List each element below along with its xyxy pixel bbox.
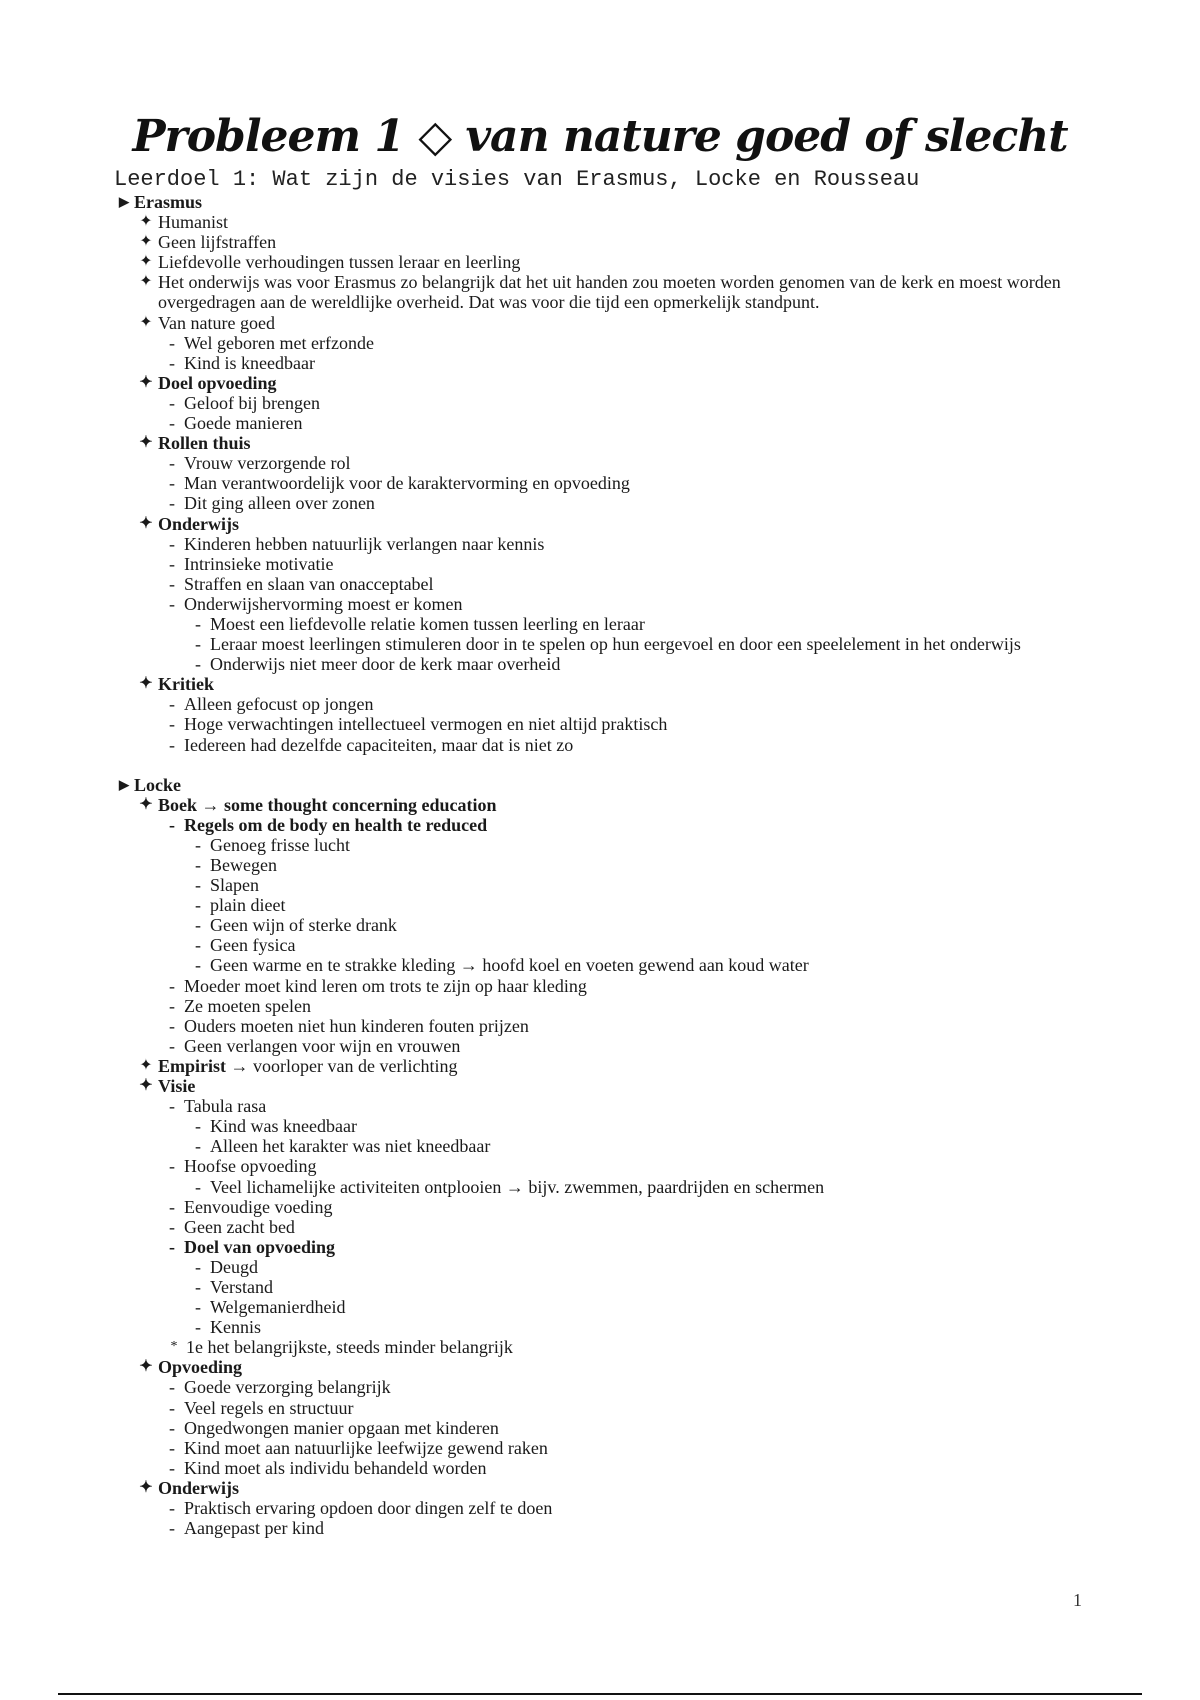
list-item: - Geen wijn of sterke drank xyxy=(114,915,1074,935)
list-item: - Genoeg frisse lucht xyxy=(114,835,1074,855)
list-item: - Geen fysica xyxy=(114,935,1074,955)
dash-bullet-icon: - xyxy=(169,392,175,413)
dash-bullet-icon: - xyxy=(169,1417,175,1438)
section-spacer xyxy=(114,755,1074,775)
triangle-bullet-icon: ▶ xyxy=(119,776,129,792)
list-item-heading: - Regels om de body en health te reduced xyxy=(114,815,1074,835)
dash-bullet-icon: - xyxy=(195,1276,201,1297)
dash-bullet-icon: - xyxy=(195,1176,201,1197)
list-item: ✦ Liefdevolle verhoudingen tussen leraar en leerling xyxy=(139,252,521,273)
list-item: - Dit ging alleen over zonen xyxy=(114,493,1074,513)
dash-bullet-icon: - xyxy=(169,493,175,514)
dash-bullet-icon: - xyxy=(195,613,201,634)
star-bullet-icon: ✦ xyxy=(139,253,153,271)
dash-bullet-icon: - xyxy=(169,473,175,494)
star-bullet-icon: ✦ xyxy=(139,373,153,391)
list-item: - plain dieet xyxy=(114,895,1074,915)
dash-bullet-icon: - xyxy=(169,1236,175,1257)
dash-bullet-icon: - xyxy=(169,1518,175,1539)
dash-bullet-icon: - xyxy=(195,834,201,855)
list-item: - Leraar moest leerlingen stimuleren door in te spelen op hun eergevoel en door een speelelement in het onderwijs xyxy=(114,634,1074,654)
dash-bullet-icon: - xyxy=(169,573,175,594)
list-item: - Alleen het karakter was niet kneedbaar xyxy=(114,1136,1074,1156)
section-heading-erasmus: ▶ Erasmus xyxy=(114,192,1074,212)
list-item: - Bewegen xyxy=(114,855,1074,875)
list-item: - Goede verzorging belangrijk xyxy=(114,1377,1074,1397)
dash-bullet-icon: - xyxy=(169,1035,175,1056)
page-number: 1 xyxy=(1073,1590,1082,1610)
dash-bullet-icon: - xyxy=(169,734,175,755)
dash-bullet-icon: - xyxy=(195,1116,201,1137)
list-item: - Alleen gefocust op jongen xyxy=(114,694,1074,714)
list-item-heading: ✦ Onderwijs xyxy=(139,513,239,534)
dash-bullet-icon: - xyxy=(169,1457,175,1478)
list-item: - Deugd xyxy=(114,1257,1074,1277)
list-item: - Geen warme en te strakke kleding → hoofd koel en voeten gewend aan koud water xyxy=(114,955,1074,975)
dash-bullet-icon: - xyxy=(169,1015,175,1036)
list-item: - Kind moet aan natuurlijke leefwijze gewend raken xyxy=(114,1438,1074,1458)
section-heading-locke: ▶ Locke xyxy=(114,775,1074,795)
list-item: - Hoofse opvoeding xyxy=(114,1156,1074,1176)
list-item: - Welgemanierdheid xyxy=(114,1297,1074,1317)
page-title: Probleem 1 ◇ van nature goed of slecht xyxy=(132,111,1068,162)
dash-bullet-icon: - xyxy=(195,1297,201,1318)
list-item: - Straffen en slaan van onacceptabel xyxy=(114,574,1074,594)
asterisk-bullet-icon: * xyxy=(170,1339,178,1355)
list-item: - Onderwijs niet meer door de kerk maar overheid xyxy=(114,654,1074,674)
dash-bullet-icon: - xyxy=(169,694,175,715)
list-item: - Slapen xyxy=(114,875,1074,895)
dash-bullet-icon: - xyxy=(195,895,201,916)
list-note: * 1e het belangrijkste, steeds minder belangrijk xyxy=(114,1337,1074,1357)
dash-bullet-icon: - xyxy=(195,1317,201,1338)
list-item: - Ouders moeten niet hun kinderen fouten prijzen xyxy=(114,1016,1074,1036)
list-item: - Kinderen hebben natuurlijk verlangen naar kennis xyxy=(114,534,1074,554)
dash-bullet-icon: - xyxy=(195,855,201,875)
list-item: ✦ Humanist xyxy=(139,212,228,233)
star-bullet-icon: ✦ xyxy=(139,514,153,532)
list-item-heading: ✦ Boek → some thought concerning education xyxy=(139,794,497,815)
dash-bullet-icon: - xyxy=(169,714,175,735)
list-item-heading: ✦ Visie xyxy=(139,1076,196,1097)
list-item: - Praktisch ervaring opdoen door dingen zelf te doen xyxy=(114,1498,1074,1518)
list-item: - Ze moeten spelen xyxy=(114,996,1074,1016)
list-item: - Geen zacht bed xyxy=(114,1217,1074,1237)
list-item: - Man verantwoordelijk voor de karaktervorming en opvoeding xyxy=(114,473,1074,493)
list-item-heading: ✦ Onderwijs xyxy=(139,1477,239,1498)
dash-bullet-icon: - xyxy=(195,955,201,976)
list-item: - Goede manieren xyxy=(114,413,1074,433)
list-item: - Geloof bij brengen xyxy=(114,393,1074,413)
list-item: - Kennis xyxy=(114,1317,1074,1337)
dash-bullet-icon: - xyxy=(195,1136,201,1157)
list-item: - Moeder moet kind leren om trots te zijn op haar kleding xyxy=(114,976,1074,996)
list-item: - Kind moet als individu behandeld worden xyxy=(114,1458,1074,1478)
dash-bullet-icon: - xyxy=(169,352,175,373)
list-item-heading: ✦ Opvoeding xyxy=(139,1357,243,1378)
dash-bullet-icon: - xyxy=(169,453,175,474)
list-item: - Intrinsieke motivatie xyxy=(114,554,1074,574)
star-bullet-icon: ✦ xyxy=(139,213,153,231)
dash-bullet-icon: - xyxy=(169,332,175,353)
star-bullet-icon: ✦ xyxy=(139,795,153,813)
dash-bullet-icon: - xyxy=(169,413,175,434)
list-item: - Ongedwongen manier opgaan met kinderen xyxy=(114,1418,1074,1438)
dash-bullet-icon: - xyxy=(195,935,201,956)
dash-bullet-icon: - xyxy=(169,1156,175,1177)
list-item: ✦ Het onderwijs was voor Erasmus zo belangrijk dat het uit handen zou moeten worden genomen van de kerk en moest worden overgedragen aan de wereldlijke overheid. Dat was voor die tijd een opmerkelijk standpunt. xyxy=(139,272,1061,313)
dash-bullet-icon: - xyxy=(169,814,175,835)
footer-divider xyxy=(58,1693,1142,1695)
list-item: - Veel lichamelijke activiteiten ontplooien → bijv. zwemmen, paardrijden en schermen xyxy=(114,1177,1074,1197)
dash-bullet-icon: - xyxy=(169,1196,175,1217)
list-item: - Geen verlangen voor wijn en vrouwen xyxy=(114,1036,1074,1056)
list-item: - Tabula rasa xyxy=(114,1096,1074,1116)
list-item: - Onderwijshervorming moest er komen xyxy=(114,594,1074,614)
dash-bullet-icon: - xyxy=(195,915,201,936)
star-bullet-icon: ✦ xyxy=(139,233,153,251)
star-bullet-icon: ✦ xyxy=(139,273,153,291)
dash-bullet-icon: - xyxy=(169,1096,175,1117)
dash-bullet-icon: - xyxy=(195,1256,201,1277)
list-item: - Iedereen had dezelfde capaciteiten, maar dat is niet zo xyxy=(114,735,1074,755)
list-item: - Verstand xyxy=(114,1277,1074,1297)
dash-bullet-icon: - xyxy=(169,975,175,996)
document-body xyxy=(114,192,1074,1538)
list-item: - Wel geboren met erfzonde xyxy=(114,333,1074,353)
list-item: - Kind was kneedbaar xyxy=(114,1116,1074,1136)
dash-bullet-icon: - xyxy=(195,654,201,675)
dash-bullet-icon: - xyxy=(169,593,175,614)
list-item-heading: ✦ Kritiek xyxy=(139,674,214,695)
list-item: - Aangepast per kind xyxy=(114,1518,1074,1538)
dash-bullet-icon: - xyxy=(169,1216,175,1237)
list-item-heading: - Doel van opvoeding xyxy=(114,1237,1074,1257)
list-item: ✦ Empirist → voorloper van de verlichting xyxy=(139,1055,458,1076)
star-bullet-icon: ✦ xyxy=(139,1056,153,1074)
star-bullet-icon: ✦ xyxy=(139,675,153,693)
list-item: - Hoge verwachtingen intellectueel vermogen en niet altijd praktisch xyxy=(114,714,1074,734)
star-bullet-icon: ✦ xyxy=(139,313,153,331)
star-bullet-icon: ✦ xyxy=(139,1478,153,1496)
list-item: - Kind is kneedbaar xyxy=(114,353,1074,373)
dash-bullet-icon: - xyxy=(169,533,175,554)
dash-bullet-icon: - xyxy=(169,1498,175,1518)
list-item: - Eenvoudige voeding xyxy=(114,1197,1074,1217)
list-item: ✦ Geen lijfstraffen xyxy=(139,232,277,253)
list-item: - Vrouw verzorgende rol xyxy=(114,453,1074,473)
dash-bullet-icon: - xyxy=(195,875,201,896)
dash-bullet-icon: - xyxy=(195,634,201,655)
dash-bullet-icon: - xyxy=(169,1397,175,1418)
learning-goal: Leerdoel 1: Wat zijn de visies van Erasmus, Locke en Rousseau xyxy=(114,167,920,192)
dash-bullet-icon: - xyxy=(169,553,175,574)
list-item: - Veel regels en structuur xyxy=(114,1398,1074,1418)
list-item-heading: ✦ Doel opvoeding xyxy=(139,372,277,393)
list-item-heading: ✦ Rollen thuis xyxy=(139,433,251,454)
dash-bullet-icon: - xyxy=(169,1377,175,1398)
dash-bullet-icon: - xyxy=(169,1437,175,1458)
dash-bullet-icon: - xyxy=(169,995,175,1016)
star-bullet-icon: ✦ xyxy=(139,1077,153,1095)
list-item: ✦ Van nature goed xyxy=(139,312,275,333)
star-bullet-icon: ✦ xyxy=(139,434,153,452)
star-bullet-icon: ✦ xyxy=(139,1358,153,1376)
triangle-bullet-icon: ▶ xyxy=(119,194,129,209)
list-item: - Moest een liefdevolle relatie komen tussen leerling en leraar xyxy=(114,614,1074,634)
